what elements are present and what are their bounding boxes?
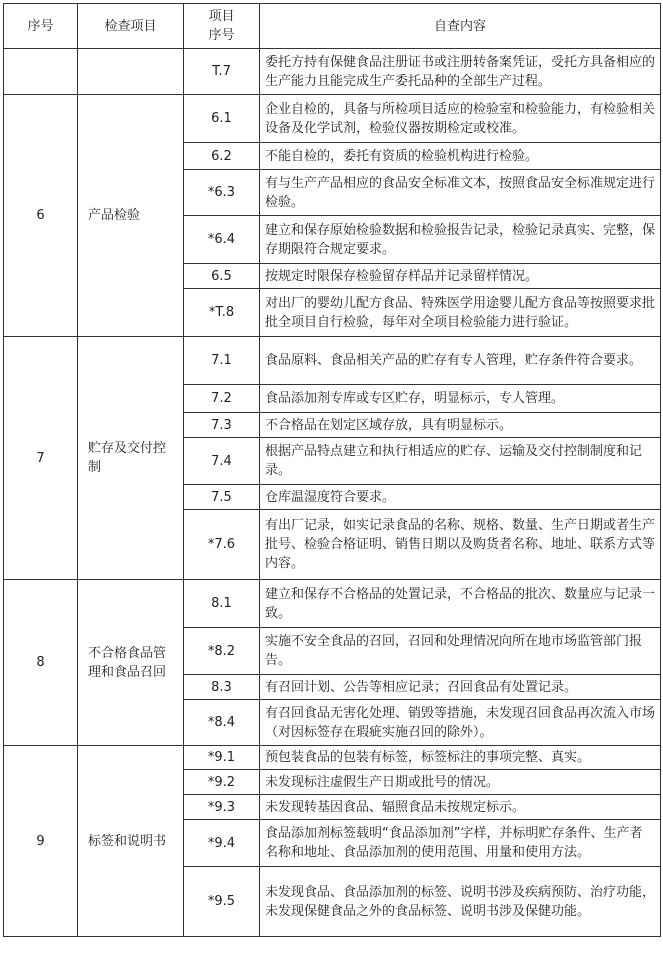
- item-content: 有出厂记录，如实记录食品的名称、规格、数量、生产日期或者生产批号、检验合格证明、销售日期以及购货者名称、地址、联系方式等内容。: [260, 510, 661, 580]
- section-number: 6: [4, 95, 78, 337]
- item-number: 7.3: [184, 413, 260, 438]
- item-content: 按规定时限保存检验留存样品并记录留样情况。: [260, 264, 661, 289]
- item-content: 未发现食品、食品添加剂的标签、说明书涉及疾病预防、治疗功能，未发现保健食品之外的食品标签、说明书涉及保健功能。: [260, 867, 661, 937]
- item-content: 建立和保存原始检验数据和检验报告记录，检验记录真实、完整，保存期限符合规定要求。: [260, 216, 661, 264]
- inspection-checklist-table: [3, 3, 661, 937]
- item-number: 8.3: [184, 675, 260, 700]
- item-number: *9.3: [184, 795, 260, 820]
- section-check-item: 产品检验: [78, 95, 184, 337]
- item-content: 根据产品特点建立和执行相适应的贮存、运输及交付控制制度和记录。: [260, 438, 661, 485]
- item-content: 未发现标注虚假生产日期或批号的情况。: [260, 770, 661, 795]
- header-seq: 序号: [4, 4, 78, 49]
- section-check-item: 标签和说明书: [78, 746, 184, 937]
- section-number: [4, 49, 78, 95]
- item-number: 6.1: [184, 95, 260, 143]
- item-number: *7.6: [184, 510, 260, 580]
- item-number: 8.1: [184, 580, 260, 628]
- table-row: [4, 580, 661, 628]
- item-number: *9.4: [184, 820, 260, 867]
- item-number: 7.5: [184, 485, 260, 510]
- item-number: *T.8: [184, 289, 260, 337]
- table-row: [4, 95, 661, 143]
- item-content: 建立和保存不合格品的处置记录，不合格品的批次、数量应与记录一致。: [260, 580, 661, 628]
- item-number: *9.5: [184, 867, 260, 937]
- section-number: 8: [4, 580, 78, 746]
- item-content: 食品添加剂标签载明“食品添加剂”字样，并标明贮存条件、生产者名称和地址、食品添加剂的使用范围、用量和使用方法。: [260, 820, 661, 867]
- item-content: 有召回食品无害化处理、销毁等措施，未发现召回食品再次流入市场（对因标签存在瑕疵实施召回的除外）。: [260, 700, 661, 746]
- item-content: 食品原料、食品相关产品的贮存有专人管理，贮存条件符合要求。: [260, 337, 661, 385]
- item-content: 有召回计划、公告等相应记录；召回食品有处置记录。: [260, 675, 661, 700]
- section-check-item: [78, 49, 184, 95]
- item-number: T.7: [184, 49, 260, 95]
- header-check-item: 检查项目: [78, 4, 184, 49]
- item-content: 不能自检的，委托有资质的检验机构进行检验。: [260, 143, 661, 170]
- section-check-item: 贮存及交付控制: [78, 337, 184, 580]
- item-number: 6.2: [184, 143, 260, 170]
- section-number: 9: [4, 746, 78, 937]
- item-number: 6.5: [184, 264, 260, 289]
- item-number: *6.3: [184, 170, 260, 216]
- section-check-item: 不合格食品管理和食品召回: [78, 580, 184, 746]
- item-content: 仓库温湿度符合要求。: [260, 485, 661, 510]
- item-number: *8.4: [184, 700, 260, 746]
- table-body: [4, 49, 661, 937]
- item-number: *9.1: [184, 746, 260, 770]
- item-content: 委托方持有保健食品注册证书或注册转备案凭证，受托方具备相应的生产能力且能完成生产委托品种的全部生产过程。: [260, 49, 661, 95]
- header-item-seq: 项目 序号: [184, 4, 260, 49]
- item-content: 不合格品在划定区域存放，具有明显标示。: [260, 413, 661, 438]
- item-number: *6.4: [184, 216, 260, 264]
- item-content: 企业自检的，具备与所检项目适应的检验室和检验能力，有检验相关设备及化学试剂，检验仪器按期检定或校准。: [260, 95, 661, 143]
- item-number: *9.2: [184, 770, 260, 795]
- section-number: 7: [4, 337, 78, 580]
- item-number: 7.4: [184, 438, 260, 485]
- item-content: 未发现转基因食品、辐照食品未按规定标示。: [260, 795, 661, 820]
- item-content: 食品添加剂专库或专区贮存，明显标示，专人管理。: [260, 385, 661, 413]
- item-content: 对出厂的婴幼儿配方食品、特殊医学用途婴儿配方食品等按照要求批批全项目自行检验，每年对全项目检验能力进行验证。: [260, 289, 661, 337]
- item-content: 有与生产产品相应的食品安全标准文本，按照食品安全标准规定进行检验。: [260, 170, 661, 216]
- table-header-row: [4, 4, 661, 49]
- table-row: [4, 49, 661, 95]
- table-row: [4, 746, 661, 770]
- item-number: *8.2: [184, 628, 260, 675]
- item-number: 7.1: [184, 337, 260, 385]
- item-content: 预包装食品的包装有标签，标签标注的事项完整、真实。: [260, 746, 661, 770]
- item-number: 7.2: [184, 385, 260, 413]
- table-row: [4, 337, 661, 385]
- header-content: 自查内容: [260, 4, 661, 49]
- item-content: 实施不安全食品的召回，召回和处理情况向所在地市场监管部门报告。: [260, 628, 661, 675]
